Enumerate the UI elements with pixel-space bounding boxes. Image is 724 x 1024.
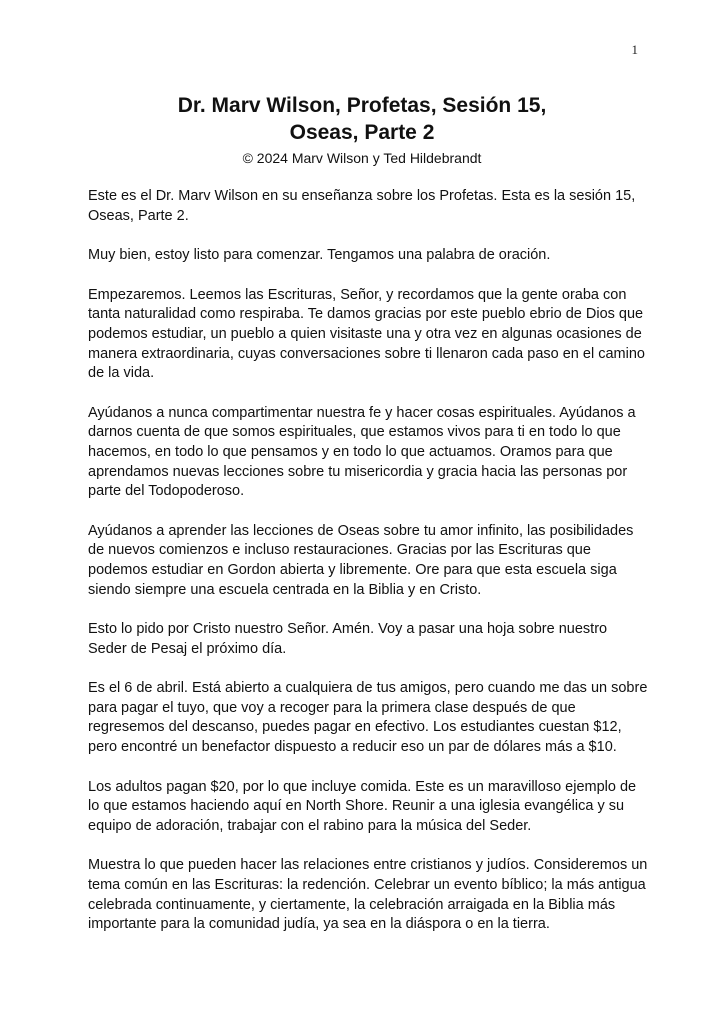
paragraph-9: Muestra lo que pueden hacer las relaciones entre cristianos y judíos. Consideremos un tema común en las Escrituras: la redención. Celebrar un evento bíblico; la más antigua celebrada continuamente, y ciertamente, la celebración arraigada en la Biblia más importante para la comunidad judía, ya sea en la diáspora o en la tierra. bbox=[88, 857, 648, 933]
document-title-line-1: Dr. Marv Wilson, Profetas, Sesión 15, bbox=[177, 94, 547, 117]
page-number: 1 bbox=[631, 42, 638, 57]
paragraph-1: Este es el Dr. Marv Wilson en su enseñanza sobre los Profetas. Esta es la sesión 15, Oseas, Parte 2. bbox=[88, 188, 636, 224]
paragraph-2: Muy bien, estoy listo para comenzar. Tengamos una palabra de oración. bbox=[88, 247, 551, 264]
document-body bbox=[88, 187, 648, 955]
paragraph-7: Es el 6 de abril. Está abierto a cualquiera de tus amigos, pero cuando me das un sobre para pagar el tuyo, que voy a recoger para la primera clase después de que regresemos del descanso, puedes pagar en efectivo. Los estudiantes cuestan $12, pero encontré un benefactor dispuesto a reducir eso un par de dólares más a $10. bbox=[88, 680, 648, 756]
paragraph-8: Los adultos pagan $20, por lo que incluye comida. Este es un maravilloso ejemplo de lo que estamos haciendo aquí en North Shore. Reunir a una iglesia evangélica y su equipo de adoración, trabajar con el rabino para la música del Seder. bbox=[88, 778, 637, 834]
document-header bbox=[0, 92, 724, 168]
document-title-line-2: Oseas, Parte 2 bbox=[289, 121, 435, 144]
paragraph-6: Esto lo pido por Cristo nuestro Señor. Amén. Voy a pasar una hoja sobre nuestro Seder de Pesaj el próximo día. bbox=[88, 621, 608, 657]
copyright-notice: © 2024 Marv Wilson y Ted Hildebrandt bbox=[242, 150, 482, 166]
paragraph-3: Empezaremos. Leemos las Escrituras, Señor, y recordamos que la gente oraba con tanta naturalidad como respiraba. Te damos gracias por este pueblo ebrio de Dios que podemos estudiar, un pueblo a quien visitaste una y otra vez en algunas ocasiones de manera extraordinaria, cuyas conversaciones sobre ti llenaron cada paso en el camino de la vida. bbox=[88, 286, 645, 382]
paragraph-4: Ayúdanos a nunca compartimentar nuestra fe y hacer cosas espirituales. Ayúdanos a darnos cuenta de que somos espirituales, que estamos vivos para ti en todo lo que hacemos, en todo lo que pensamos y en todo lo que actuamos. Oramos para que aprendamos nuevas lecciones sobre tu misericordia y gracia hacia las personas por parte del Todopoderoso. bbox=[88, 404, 636, 500]
paragraph-5: Ayúdanos a aprender las lecciones de Oseas sobre tu amor infinito, las posibilidades de nuevos comienzos e incluso restauraciones. Gracias por las Escrituras que podemos estudiar en Gordon abierta y libremente. Ore para que esta escuela siga siendo siempre una escuela centrada en la Biblia y en Cristo. bbox=[88, 522, 634, 598]
